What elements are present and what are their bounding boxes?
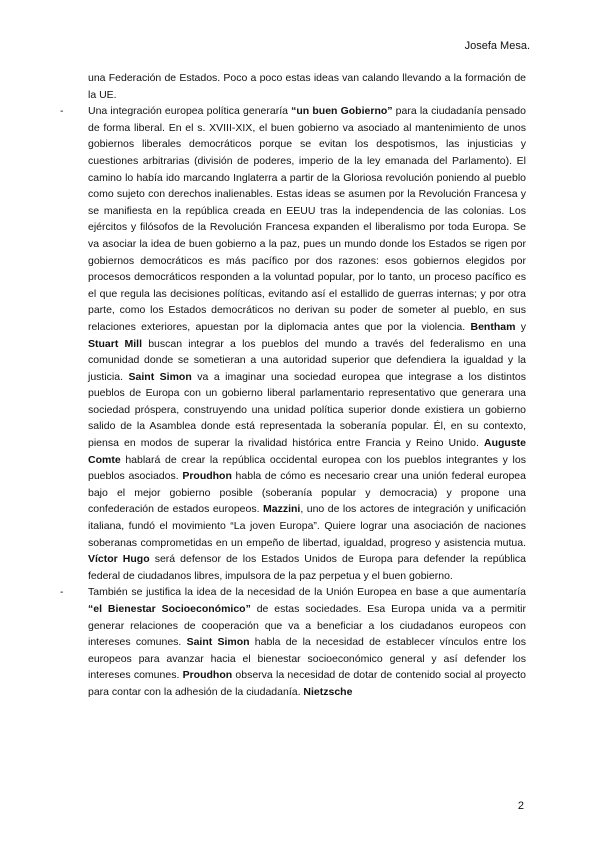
name-nietzsche: Nietzsche: [303, 685, 353, 698]
text-segment: de estas sociedades. Esa Europa unida va a permitir generar relaciones de cooperación que va a beneficiar a los ciudadanos europeos con intereses comunes.: [88, 603, 526, 649]
header-author: Josefa Mesa.: [464, 40, 530, 52]
name-victor-hugo: Víctor Hugo: [88, 553, 150, 566]
text-segment: y: [515, 320, 526, 333]
name-auguste-comte: Auguste Comte: [88, 437, 526, 466]
name-saint-simon: Saint Simon: [128, 370, 192, 383]
highlight-bienestar: “el Bienestar Socioeconómico”: [88, 603, 251, 615]
text-segment: será defensor de los Estados Unidos de Europa para defender la república federal de ciudadanos libres, impulsora de la paz perpetua y el buen gobierno.: [88, 553, 527, 582]
name-bentham: Bentham: [470, 320, 516, 333]
name-stuart-mill: Stuart Mill: [88, 337, 143, 350]
body-text: [60, 70, 527, 701]
name-saint-simon: Saint Simon: [186, 636, 250, 649]
highlight-buen-gobierno: “un buen Gobierno”: [291, 105, 393, 118]
list-item-buen-gobierno: [60, 103, 527, 584]
text-segment: También se justifica la idea de la necesidad de la Unión Europea en base a que aumentaría: [88, 586, 526, 599]
text-segment: hablará de crear la república occidental europea con los pueblos integrantes y los pueblos asociados.: [88, 453, 526, 483]
intro-paragraph: una Federación de Estados. Poco a poco estas ideas van calando llevando a la formación de la UE.: [88, 72, 526, 101]
text-segment: habla de la necesidad de establecer vínculos entre los europeos para avanzar hacia el bienestar socioeconómico general y así defender los intereses comunes.: [88, 636, 526, 682]
text-segment: observa la necesidad de dotar de contenido social al proyecto para contar con la adhesión de la ciudadanía.: [88, 669, 526, 698]
text-segment: para la ciudadanía pensado de forma liberal. En el s. XVIII-XIX, el buen gobierno va asociado al mantenimiento de unos gobiernos liberales democráticos porque se evitan los despotismos, las injusticias y cuestiones arbitrarias (división de poderes, imperio de la ley emanada del Parlamento). El camino lo había ido marcando Inglaterra a partir de la Gloriosa revolución poniendo al pueblo como sujeto con derechos inalienables. Estas ideas se asumen por la Revolución Francesa y se manifiesta en la república creada en EEUU tras la independencia de las colonias. Los ejércitos y filósofos de la Revolución Francesa expanden el liberalismo por toda Europa. Se va asociar la idea de buen gobierno a la paz, pues un mundo donde los Estados se rigen por gobiernos democráticos es más pacífico por dos razones: esos gobiernos elegidos por procesos democráticos responden a la voluntad popular, por lo tanto, un proceso pacífico es el que regula las decisiones políticas, evitando así el estallido de guerras internas; y por otra parte, como los Estados democráticos no derivan su poder de someter al pueblo, en sus relaciones exteriores, apuestan por la diplomacia antes que por la violencia.: [88, 105, 526, 333]
name-mazzini: Mazzini: [263, 503, 301, 516]
page-number: 2: [517, 800, 524, 812]
name-proudhon: Proudhon: [182, 669, 233, 682]
list-item-bienestar: [60, 584, 526, 700]
bullet-dash: -: [60, 105, 64, 118]
text-segment: buscan integrar a los pueblos del mundo a través del federalismo en una comunidad donde se sometieran a una autoridad superior que defendiera la igualdad y la justicia.: [88, 337, 526, 383]
text-segment: habla de cómo es necesario crear una unión federal europea bajo el mejor gobierno posible (soberanía popular y democracia) y propone una confederación de estados europeos.: [88, 470, 526, 516]
text-segment: , uno de los actores de integración y unificación italiana, fundó el movimiento “La joven Europa”. Quiere lograr una asociación de naciones soberanas comprometidas en un empeño de libertad, igualdad, progreso y asistencia mutua.: [88, 503, 527, 549]
bullet-dash: -: [60, 586, 64, 599]
text-segment: Una integración europea política generaría: [88, 105, 292, 118]
name-proudhon: Proudhon: [182, 470, 232, 483]
text-segment: va a imaginar una sociedad europea que integrase a los distintos pueblos de Europa con un gobierno liberal parlamentario representativo que generara una sociedad próspera, construyendo una unidad política superior donde existiera un gobierno salido de la Asamblea donde está representada la soberanía popular. Él, en su contexto, piensa en modos de superar la rivalidad histórica entre Francia y Reino Unido.: [88, 370, 526, 450]
